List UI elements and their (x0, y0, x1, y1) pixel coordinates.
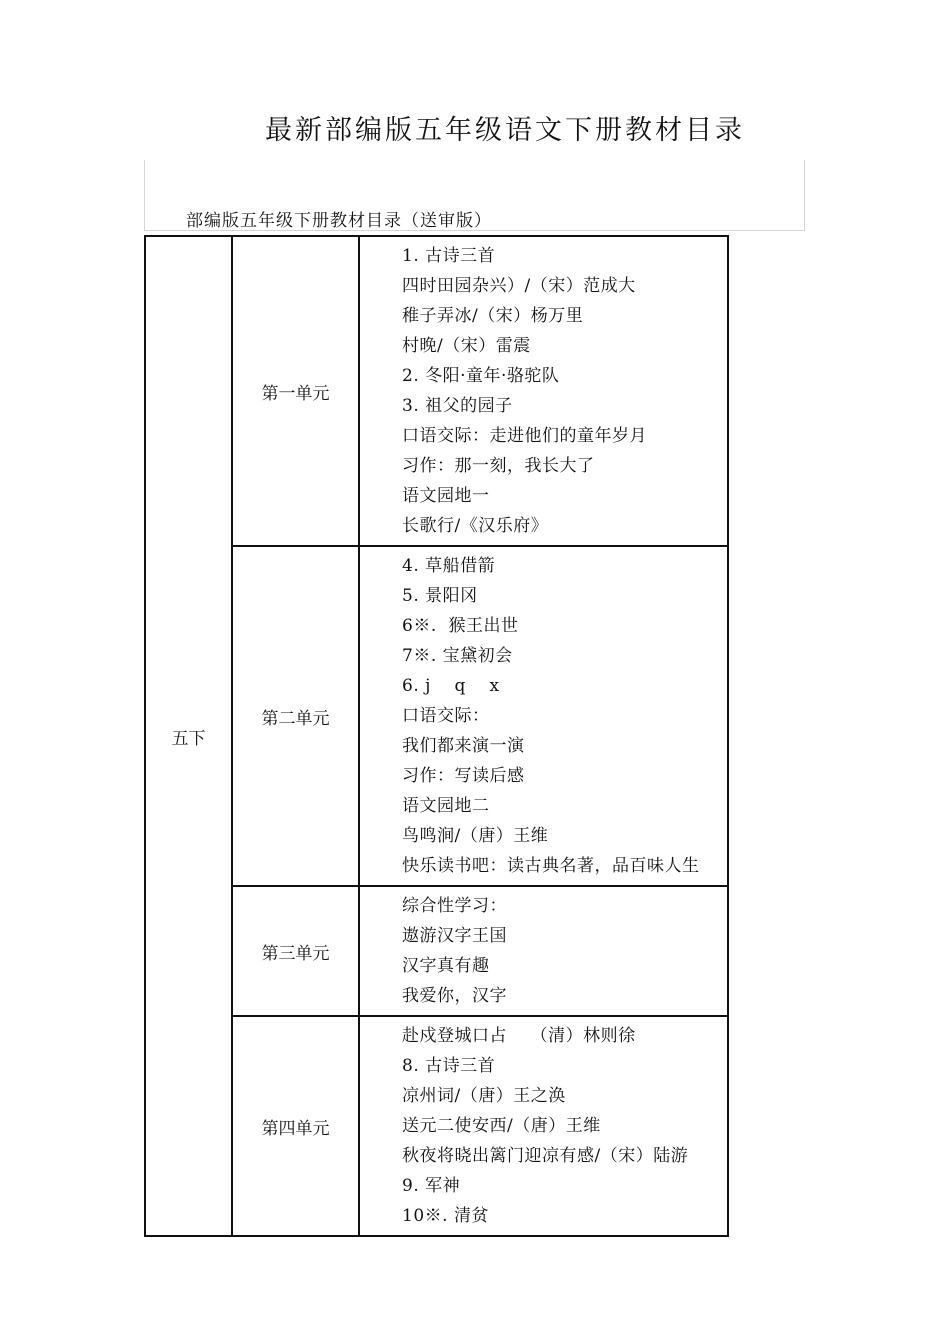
list-item: 综合性学习： (402, 896, 507, 916)
list-item: 6. j q x (402, 676, 500, 696)
document-title: 最新部编版五年级语文下册教材目录 (265, 115, 745, 146)
list-item: 口语交际：走进他们的童年岁月 (402, 426, 647, 446)
list-item: 村晚/（宋）雷震 (402, 336, 531, 356)
list-item: 快乐读书吧：读古典名著，品百味人生 (402, 856, 700, 876)
list-item: 汉字真有趣 (402, 956, 490, 976)
grade-cell: 五下 (145, 236, 232, 1236)
list-item: 7※. 宝黛初会 (402, 646, 513, 666)
list-item: 语文园地一 (402, 486, 490, 506)
list-item: 凉州词/（唐）王之涣 (402, 1086, 566, 1106)
list-item: 我爱你，汉字 (402, 986, 507, 1006)
unit-name: 第一单元 (232, 236, 359, 546)
list-item: 9. 军神 (402, 1176, 461, 1196)
list-item: 1. 古诗三首 (402, 246, 496, 266)
list-item: 8. 古诗三首 (402, 1056, 496, 1076)
list-item: 送元二使安西/（唐）王维 (402, 1116, 601, 1136)
list-item: 赴戍登城口占 （清）林则徐 (402, 1026, 636, 1046)
list-item: 语文园地二 (402, 796, 490, 816)
list-item: 口语交际： (402, 706, 490, 726)
unit-row (145, 1016, 728, 1236)
list-item: 10※. 清贫 (402, 1206, 489, 1226)
unit-row (145, 236, 728, 546)
unit-items (359, 1016, 728, 1236)
list-item: 长歌行/《汉乐府》 (402, 516, 549, 536)
list-item: 遨游汉字王国 (402, 926, 507, 946)
unit-items (359, 546, 728, 886)
list-item: 稚子弄冰/（宋）杨万里 (402, 306, 584, 326)
document-subtitle: 部编版五年级下册教材目录（送审版） (186, 211, 492, 231)
list-item: 鸟鸣涧/（唐）王维 (402, 826, 549, 846)
unit-items (359, 236, 728, 546)
list-item: 习作：写读后感 (402, 766, 525, 786)
unit-row (145, 546, 728, 886)
unit-row (145, 886, 728, 1016)
list-item: 我们都来演一演 (402, 736, 525, 756)
unit-items (359, 886, 728, 1016)
list-item: 3. 祖父的园子 (402, 396, 513, 416)
list-item: 5. 景阳冈 (402, 586, 478, 606)
unit-name: 第二单元 (232, 546, 359, 886)
list-item: 四时田园杂兴）/（宋）范成大 (402, 276, 636, 296)
list-item: 6※. 猴王出世 (402, 616, 519, 636)
unit-name: 第三单元 (232, 886, 359, 1016)
list-item: 秋夜将晓出篱门迎凉有感/（宋）陆游 (402, 1146, 689, 1166)
toc-table (144, 235, 729, 1237)
list-item: 2. 冬阳·童年·骆驼队 (402, 366, 560, 386)
list-item: 4. 草船借箭 (402, 556, 496, 576)
list-item: 习作：那一刻，我长大了 (402, 456, 595, 476)
unit-name: 第四单元 (232, 1016, 359, 1236)
